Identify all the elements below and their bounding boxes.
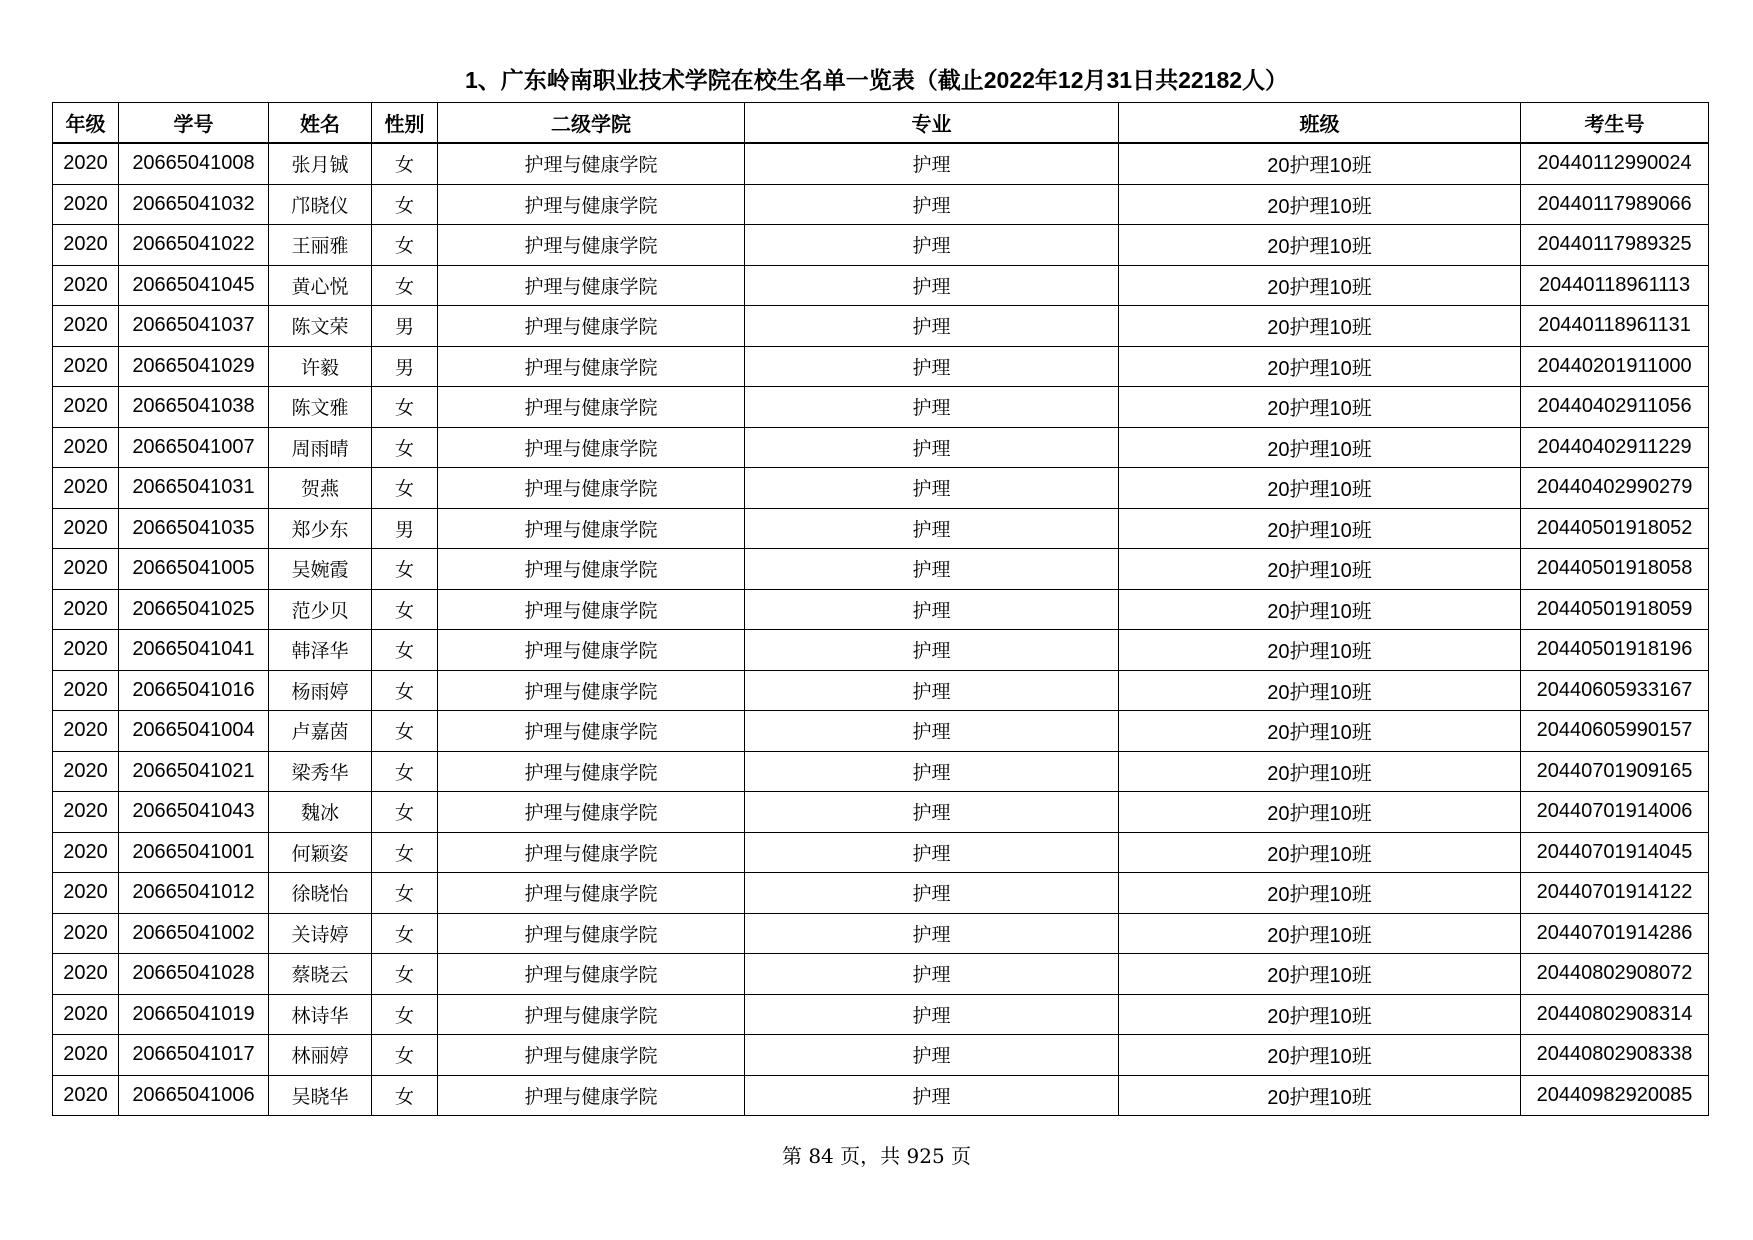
cell-exam-number: 20440501918059: [1521, 589, 1709, 630]
table-row: [53, 387, 1709, 428]
cell-class: 20护理10班: [1119, 427, 1521, 468]
cell-major: 护理: [745, 954, 1119, 995]
cell-college: 护理与健康学院: [438, 873, 745, 914]
cell-grade: 2020: [53, 225, 119, 266]
cell-grade: 2020: [53, 670, 119, 711]
cell-student-id: 20665041006: [119, 1075, 269, 1116]
cell-major: 护理: [745, 427, 1119, 468]
cell-major: 护理: [745, 913, 1119, 954]
cell-college: 护理与健康学院: [438, 184, 745, 225]
cell-student-id: 20665041022: [119, 225, 269, 266]
header-major: 专业: [745, 103, 1119, 144]
cell-major: 护理: [745, 346, 1119, 387]
cell-major: 护理: [745, 508, 1119, 549]
cell-gender: 女: [372, 954, 438, 995]
cell-name: 陈文荣: [269, 306, 372, 347]
cell-major: 护理: [745, 468, 1119, 509]
cell-gender: 女: [372, 630, 438, 671]
cell-major: 护理: [745, 994, 1119, 1035]
cell-college: 护理与健康学院: [438, 468, 745, 509]
cell-class: 20护理10班: [1119, 670, 1521, 711]
cell-college: 护理与健康学院: [438, 711, 745, 752]
cell-exam-number: 20440701914006: [1521, 792, 1709, 833]
cell-name: 吴婉霞: [269, 549, 372, 590]
cell-major: 护理: [745, 184, 1119, 225]
cell-class: 20护理10班: [1119, 306, 1521, 347]
cell-grade: 2020: [53, 306, 119, 347]
header-gender: 性别: [372, 103, 438, 144]
cell-grade: 2020: [53, 387, 119, 428]
cell-college: 护理与健康学院: [438, 143, 745, 184]
cell-exam-number: 20440402990279: [1521, 468, 1709, 509]
cell-class: 20护理10班: [1119, 143, 1521, 184]
cell-student-id: 20665041001: [119, 832, 269, 873]
table-row: [53, 711, 1709, 752]
cell-exam-number: 20440117989066: [1521, 184, 1709, 225]
cell-major: 护理: [745, 549, 1119, 590]
cell-class: 20护理10班: [1119, 508, 1521, 549]
cell-gender: 女: [372, 670, 438, 711]
cell-grade: 2020: [53, 589, 119, 630]
table-row: [53, 468, 1709, 509]
cell-student-id: 20665041028: [119, 954, 269, 995]
cell-college: 护理与健康学院: [438, 792, 745, 833]
cell-name: 林丽婷: [269, 1035, 372, 1076]
table-row: [53, 873, 1709, 914]
cell-college: 护理与健康学院: [438, 508, 745, 549]
cell-major: 护理: [745, 711, 1119, 752]
cell-grade: 2020: [53, 184, 119, 225]
cell-class: 20护理10班: [1119, 549, 1521, 590]
cell-exam-number: 20440982920085: [1521, 1075, 1709, 1116]
cell-gender: 女: [372, 711, 438, 752]
cell-gender: 男: [372, 306, 438, 347]
cell-major: 护理: [745, 387, 1119, 428]
cell-gender: 女: [372, 265, 438, 306]
cell-student-id: 20665041002: [119, 913, 269, 954]
cell-exam-number: 20440402911056: [1521, 387, 1709, 428]
table-row: [53, 143, 1709, 184]
cell-gender: 女: [372, 751, 438, 792]
cell-college: 护理与健康学院: [438, 306, 745, 347]
cell-student-id: 20665041035: [119, 508, 269, 549]
table-row: [53, 265, 1709, 306]
cell-major: 护理: [745, 1035, 1119, 1076]
student-roster-table: [52, 102, 1709, 1116]
cell-name: 林诗华: [269, 994, 372, 1035]
cell-name: 黄心悦: [269, 265, 372, 306]
cell-college: 护理与健康学院: [438, 265, 745, 306]
table-row: [53, 832, 1709, 873]
table-row: [53, 630, 1709, 671]
cell-major: 护理: [745, 670, 1119, 711]
cell-student-id: 20665041019: [119, 994, 269, 1035]
cell-exam-number: 20440802908338: [1521, 1035, 1709, 1076]
cell-class: 20护理10班: [1119, 1035, 1521, 1076]
cell-gender: 女: [372, 832, 438, 873]
cell-name: 邝晓仪: [269, 184, 372, 225]
cell-class: 20护理10班: [1119, 589, 1521, 630]
header-exam-number: 考生号: [1521, 103, 1709, 144]
table-body: [53, 143, 1709, 1116]
cell-exam-number: 20440118961113: [1521, 265, 1709, 306]
cell-gender: 女: [372, 184, 438, 225]
cell-name: 关诗婷: [269, 913, 372, 954]
table-row: [53, 994, 1709, 1035]
cell-grade: 2020: [53, 346, 119, 387]
cell-class: 20护理10班: [1119, 792, 1521, 833]
table-row: [53, 589, 1709, 630]
cell-grade: 2020: [53, 954, 119, 995]
cell-student-id: 20665041016: [119, 670, 269, 711]
cell-college: 护理与健康学院: [438, 1075, 745, 1116]
cell-name: 周雨晴: [269, 427, 372, 468]
cell-grade: 2020: [53, 508, 119, 549]
cell-class: 20护理10班: [1119, 184, 1521, 225]
cell-grade: 2020: [53, 711, 119, 752]
cell-name: 张月铖: [269, 143, 372, 184]
cell-class: 20护理10班: [1119, 994, 1521, 1035]
cell-major: 护理: [745, 143, 1119, 184]
cell-exam-number: 20440117989325: [1521, 225, 1709, 266]
cell-exam-number: 20440402911229: [1521, 427, 1709, 468]
cell-name: 卢嘉茵: [269, 711, 372, 752]
cell-exam-number: 20440701909165: [1521, 751, 1709, 792]
cell-exam-number: 20440501918058: [1521, 549, 1709, 590]
cell-gender: 女: [372, 792, 438, 833]
cell-class: 20护理10班: [1119, 225, 1521, 266]
cell-name: 魏冰: [269, 792, 372, 833]
cell-class: 20护理10班: [1119, 265, 1521, 306]
cell-grade: 2020: [53, 1075, 119, 1116]
cell-grade: 2020: [53, 1035, 119, 1076]
cell-name: 梁秀华: [269, 751, 372, 792]
cell-class: 20护理10班: [1119, 954, 1521, 995]
cell-exam-number: 20440501918052: [1521, 508, 1709, 549]
cell-major: 护理: [745, 792, 1119, 833]
cell-gender: 女: [372, 468, 438, 509]
cell-student-id: 20665041037: [119, 306, 269, 347]
cell-grade: 2020: [53, 832, 119, 873]
cell-grade: 2020: [53, 427, 119, 468]
cell-student-id: 20665041029: [119, 346, 269, 387]
cell-college: 护理与健康学院: [438, 954, 745, 995]
cell-student-id: 20665041017: [119, 1035, 269, 1076]
cell-exam-number: 20440501918196: [1521, 630, 1709, 671]
table-row: [53, 549, 1709, 590]
cell-grade: 2020: [53, 549, 119, 590]
cell-grade: 2020: [53, 994, 119, 1035]
cell-gender: 女: [372, 994, 438, 1035]
page-footer: 第 84 页，共 925 页: [781, 1144, 972, 1168]
cell-gender: 男: [372, 346, 438, 387]
cell-name: 贺燕: [269, 468, 372, 509]
cell-name: 杨雨婷: [269, 670, 372, 711]
cell-college: 护理与健康学院: [438, 832, 745, 873]
cell-exam-number: 20440701914286: [1521, 913, 1709, 954]
cell-grade: 2020: [53, 265, 119, 306]
cell-name: 徐晓怡: [269, 873, 372, 914]
cell-major: 护理: [745, 630, 1119, 671]
cell-gender: 男: [372, 508, 438, 549]
cell-class: 20护理10班: [1119, 1075, 1521, 1116]
cell-student-id: 20665041007: [119, 427, 269, 468]
cell-exam-number: 20440701914122: [1521, 873, 1709, 914]
cell-class: 20护理10班: [1119, 630, 1521, 671]
cell-college: 护理与健康学院: [438, 346, 745, 387]
cell-name: 韩泽华: [269, 630, 372, 671]
cell-class: 20护理10班: [1119, 711, 1521, 752]
table-row: [53, 670, 1709, 711]
cell-exam-number: 20440802908314: [1521, 994, 1709, 1035]
table-row: [53, 508, 1709, 549]
cell-exam-number: 20440802908072: [1521, 954, 1709, 995]
cell-gender: 女: [372, 143, 438, 184]
cell-name: 吴晓华: [269, 1075, 372, 1116]
cell-student-id: 20665041025: [119, 589, 269, 630]
cell-exam-number: 20440605933167: [1521, 670, 1709, 711]
cell-student-id: 20665041004: [119, 711, 269, 752]
cell-college: 护理与健康学院: [438, 670, 745, 711]
table-row: [53, 346, 1709, 387]
cell-gender: 女: [372, 1035, 438, 1076]
cell-gender: 女: [372, 387, 438, 428]
table-row: [53, 1075, 1709, 1116]
table-row: [53, 792, 1709, 833]
cell-college: 护理与健康学院: [438, 427, 745, 468]
cell-grade: 2020: [53, 913, 119, 954]
cell-name: 陈文雅: [269, 387, 372, 428]
cell-student-id: 20665041043: [119, 792, 269, 833]
header-name: 姓名: [269, 103, 372, 144]
cell-name: 范少贝: [269, 589, 372, 630]
table-row: [53, 913, 1709, 954]
cell-grade: 2020: [53, 468, 119, 509]
cell-grade: 2020: [53, 873, 119, 914]
cell-gender: 女: [372, 1075, 438, 1116]
cell-gender: 女: [372, 589, 438, 630]
cell-college: 护理与健康学院: [438, 913, 745, 954]
cell-college: 护理与健康学院: [438, 994, 745, 1035]
cell-gender: 女: [372, 225, 438, 266]
header-class: 班级: [1119, 103, 1521, 144]
cell-college: 护理与健康学院: [438, 387, 745, 428]
cell-name: 何颖姿: [269, 832, 372, 873]
cell-class: 20护理10班: [1119, 468, 1521, 509]
cell-student-id: 20665041021: [119, 751, 269, 792]
cell-student-id: 20665041045: [119, 265, 269, 306]
cell-student-id: 20665041005: [119, 549, 269, 590]
cell-class: 20护理10班: [1119, 873, 1521, 914]
document-title: 1、广东岭南职业技术学院在校生名单一览表（截止2022年12月31日共22182人）: [464, 67, 1289, 93]
header-student-id: 学号: [119, 103, 269, 144]
cell-grade: 2020: [53, 751, 119, 792]
cell-class: 20护理10班: [1119, 387, 1521, 428]
cell-major: 护理: [745, 306, 1119, 347]
cell-college: 护理与健康学院: [438, 1035, 745, 1076]
table-row: [53, 184, 1709, 225]
cell-name: 蔡晓云: [269, 954, 372, 995]
cell-exam-number: 20440201911000: [1521, 346, 1709, 387]
cell-exam-number: 20440118961131: [1521, 306, 1709, 347]
cell-student-id: 20665041041: [119, 630, 269, 671]
cell-grade: 2020: [53, 630, 119, 671]
cell-grade: 2020: [53, 792, 119, 833]
cell-major: 护理: [745, 1075, 1119, 1116]
cell-student-id: 20665041008: [119, 143, 269, 184]
cell-college: 护理与健康学院: [438, 549, 745, 590]
cell-student-id: 20665041031: [119, 468, 269, 509]
table-header-row: [53, 103, 1709, 144]
cell-name: 王丽雅: [269, 225, 372, 266]
cell-major: 护理: [745, 751, 1119, 792]
table-row: [53, 954, 1709, 995]
cell-name: 郑少东: [269, 508, 372, 549]
cell-class: 20护理10班: [1119, 751, 1521, 792]
cell-gender: 女: [372, 549, 438, 590]
cell-class: 20护理10班: [1119, 832, 1521, 873]
cell-major: 护理: [745, 225, 1119, 266]
header-grade: 年级: [53, 103, 119, 144]
cell-college: 护理与健康学院: [438, 751, 745, 792]
cell-major: 护理: [745, 832, 1119, 873]
table-row: [53, 225, 1709, 266]
table-row: [53, 751, 1709, 792]
cell-student-id: 20665041012: [119, 873, 269, 914]
cell-class: 20护理10班: [1119, 346, 1521, 387]
cell-exam-number: 20440112990024: [1521, 143, 1709, 184]
cell-class: 20护理10班: [1119, 913, 1521, 954]
cell-major: 护理: [745, 873, 1119, 914]
cell-college: 护理与健康学院: [438, 630, 745, 671]
cell-student-id: 20665041032: [119, 184, 269, 225]
table-row: [53, 306, 1709, 347]
cell-college: 护理与健康学院: [438, 589, 745, 630]
cell-name: 许毅: [269, 346, 372, 387]
header-college: 二级学院: [438, 103, 745, 144]
cell-student-id: 20665041038: [119, 387, 269, 428]
table-row: [53, 427, 1709, 468]
cell-grade: 2020: [53, 143, 119, 184]
cell-exam-number: 20440605990157: [1521, 711, 1709, 752]
table-row: [53, 1035, 1709, 1076]
cell-major: 护理: [745, 589, 1119, 630]
cell-major: 护理: [745, 265, 1119, 306]
cell-college: 护理与健康学院: [438, 225, 745, 266]
cell-gender: 女: [372, 873, 438, 914]
cell-exam-number: 20440701914045: [1521, 832, 1709, 873]
cell-gender: 女: [372, 913, 438, 954]
cell-gender: 女: [372, 427, 438, 468]
